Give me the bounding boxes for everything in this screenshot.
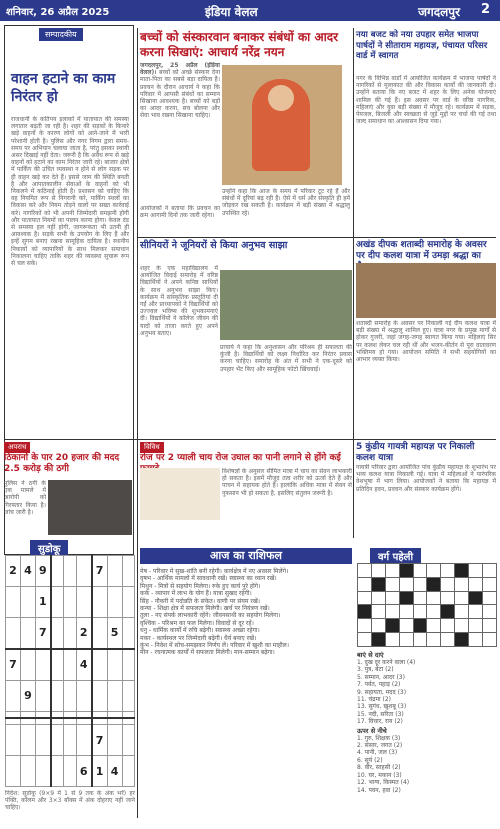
sudoku-cell <box>122 711 134 718</box>
sudoku-cell <box>35 681 50 712</box>
right-headline: नया बजट को नया उपहार समेत भाजपा पार्षदों ने सीताराम महायज्ञ, पंचायत परिसर वार्ड में स्वागत <box>356 30 488 61</box>
crossword-cell <box>413 577 427 591</box>
crossword-cell <box>413 633 427 647</box>
down-clue: 6. सूर्य (2) <box>357 756 383 764</box>
crossword-cell <box>427 591 441 605</box>
crossword-cell <box>427 619 441 633</box>
sudoku-cell <box>51 681 64 712</box>
down-clue: 1. गुरु, शिक्षक (3) <box>357 734 401 742</box>
sudoku-cell <box>20 711 35 718</box>
crossword-cell <box>385 564 399 578</box>
sudoku-cell <box>76 711 91 718</box>
crossword-cell <box>385 619 399 633</box>
rashifal-item: मकर - कार्यस्थल पर जिम्मेदारी बढ़ेगी। धैर्य बनाए रखें। <box>140 634 257 642</box>
second-body-2: प्राचार्य ने कहा कि अनुशासन और परिश्रम ही सफलता की कुंजी है। विद्यार्थियों को लक्ष्य निर्धारित कर निरंतर प्रयास करना चाहिए। समारोह के अंत में सभी ने एक-दूसरे को उपहार भेंट किए और सामूहिक फोटो खिंचवाई। <box>220 344 352 373</box>
down-clue: 2. संसार, जगत (2) <box>357 742 403 750</box>
sudoku-cell: 6 <box>76 756 91 787</box>
crossword-cell <box>469 633 483 647</box>
main-byline: जगदलपुर, 25 अप्रैल (इंडिया वेलल)। <box>140 62 220 77</box>
crossword-cell <box>358 577 372 591</box>
sudoku-cell <box>6 586 21 617</box>
sudoku-cell <box>35 649 50 681</box>
crossword-cell <box>441 605 455 619</box>
sudoku-cell <box>76 586 91 617</box>
crossword-cell <box>455 619 469 633</box>
right2-body: शताब्दी समारोह के अवसर पर निकाली गई दीप कलश यात्रा में बड़ी संख्या में श्रद्धालु शामिल हुए। यात्रा नगर के प्रमुख मार्गों से होकर गुजरी, जहां जगह-जगह स्वागत किया गया। महिलाएं सिर पर कलश लेकर चल रही थीं और भजन-कीर्तन से पूरा वातावरण भक्तिमय हो गया। आयोजन समिति ने सभी सहयोगियों का आभार व्यक्त किया। <box>356 320 496 364</box>
across-clue: 13. सुगंध, खुशबू (3) <box>357 703 407 711</box>
sudoku-cell <box>122 649 134 681</box>
second-headline: सीनियरों ने जूनियरों से किया अनुभव साझा <box>140 240 288 251</box>
crime-photo <box>48 480 132 535</box>
crossword-cell <box>385 605 399 619</box>
across-clue: 15. नदी, सरिता (3) <box>357 710 404 718</box>
crossword-cell <box>469 564 483 578</box>
sudoku-cell: 2 <box>76 617 91 649</box>
across-clue: 9. सहायता, मदद (3) <box>357 688 407 696</box>
right-body: नगर के विभिन्न वार्डों में आयोजित कार्यक्रम में भाजपा पार्षदों ने नागरिकों से मुलाकात की और विकास कार्यों की जानकारी दी। उन्होंने बताया कि नए बजट में शहर के लिए अनेक योजनाएं शामिल की गई हैं। इस अवसर पर वार्ड के वरिष्ठ नागरिक, महिलाएं और युवा बड़ी संख्या में मौजूद रहे। कार्यक्रम में सड़क, पेयजल, बिजली और स्वच्छता से जुड़े मुद्दों पर चर्चा की गई तथा जल्द समाधान का आश्वासन दिया गया। <box>356 75 496 126</box>
crossword-cell <box>413 605 427 619</box>
crossword-cell <box>413 564 427 578</box>
rashifal-body <box>140 568 352 823</box>
crossword-cell <box>371 577 385 591</box>
crossword-cell <box>441 619 455 633</box>
crossword-cell <box>441 633 455 647</box>
sudoku-cell: 5 <box>107 617 122 649</box>
crossword-cell <box>413 619 427 633</box>
sudoku-cell <box>64 711 76 718</box>
crossword-cell <box>427 577 441 591</box>
crossword-cell <box>413 591 427 605</box>
right3-body: गायत्री परिवार द्वारा आयोजित पांच कुंडीय महायज्ञ के शुभारंभ पर भव्य कलश यात्रा निकाली गई। यात्रा में महिलाओं ने पारंपरिक वेशभूषा में भाग लिया। आयोजकों ने बताया कि महायज्ञ में प्रतिदिन हवन, प्रवचन और संस्कार कार्यक्रम होंगे। <box>356 464 496 493</box>
main-body-3: आयोजकों ने बताया कि प्रवचन का क्रम आगामी दिनों तक जारी रहेगा। <box>140 205 220 220</box>
sudoku-cell <box>35 711 50 718</box>
down-clue: 12. भाग्य, किस्मत (4) <box>357 779 410 787</box>
sudoku-cell <box>51 718 64 725</box>
sudoku-cell: 7 <box>92 556 107 587</box>
rashifal-item: मेष - परिवार में सुख-शांति बनी रहेगी। कार्यक्षेत्र में नए अवसर मिलेंगे। <box>140 568 289 575</box>
crossword-cell <box>371 591 385 605</box>
crossword-cell <box>441 564 455 578</box>
sudoku-cell <box>64 617 76 649</box>
sudoku-cell: 1 <box>92 756 107 787</box>
sudoku-cell <box>122 725 134 756</box>
sudoku-cell: 9 <box>20 681 35 712</box>
crossword-cell <box>469 577 483 591</box>
page-number: 2 <box>480 2 490 17</box>
sudoku-cell <box>107 556 122 587</box>
rashifal-item: कर्क - व्यापार में लाभ के योग हैं। यात्रा सुखद रहेगी। <box>140 590 252 598</box>
crossword-cell <box>455 591 469 605</box>
across-clue: 5. सम्मान, आदर (3) <box>357 673 405 681</box>
editorial-label: सम्पादकीय <box>39 28 83 41</box>
crossword-cell <box>358 591 372 605</box>
sudoku-cell <box>64 681 76 712</box>
sudoku-cell <box>20 725 35 756</box>
down-clues <box>357 726 425 794</box>
across-clue: 1. दुख दूर करने वाला (4) <box>357 659 416 666</box>
crossword-cell <box>399 619 413 633</box>
sudoku-cell <box>92 718 107 725</box>
rashifal-item: मीन - रचनात्मक कार्यों में सफलता मिलेगी। मान-सम्मान बढ़ेगा। <box>140 649 275 657</box>
divider <box>4 439 496 440</box>
crossword-cell <box>385 633 399 647</box>
sudoku-cell: 1 <box>35 586 50 617</box>
sudoku-cell <box>107 711 122 718</box>
sudoku-footer: निर्देश: सुडोकू (9×9 में 1 से 9 तक के अंक भरें) हर पंक्ति, कॉलम और 3×3 बॉक्स में अंक दोहराए नहीं जाने चाहिए। <box>5 790 135 812</box>
crossword-cell <box>483 605 497 619</box>
crossword-cell <box>483 619 497 633</box>
sudoku-cell: 4 <box>107 756 122 787</box>
crossword-cell <box>483 633 497 647</box>
crossword-cell <box>399 633 413 647</box>
sudoku-cell <box>122 718 134 725</box>
crossword-cell <box>371 633 385 647</box>
crossword-cell <box>358 633 372 647</box>
crossword-cell <box>371 605 385 619</box>
crossword-cell <box>427 633 441 647</box>
rashifal-item: वृश्चिक - परिश्रम का फल मिलेगा। विवादों से दूर रहें। <box>140 619 254 627</box>
down-clue: 10. घर, मकान (3) <box>357 771 402 779</box>
crossword-cell <box>399 605 413 619</box>
divider <box>137 28 138 818</box>
crossword-cell <box>455 564 469 578</box>
sudoku-cell <box>35 725 50 756</box>
paper-name: इंडिया वेलल <box>205 5 258 19</box>
sudoku-cell <box>107 681 122 712</box>
sudoku-cell <box>92 586 107 617</box>
down-clue: 4. पानी, जल (3) <box>357 749 398 757</box>
crossword-cell <box>469 605 483 619</box>
sudoku-cell <box>92 649 107 681</box>
editorial-box <box>4 25 134 555</box>
crossword-cell <box>441 577 455 591</box>
sudoku-cell <box>122 756 134 787</box>
crossword-cell <box>385 591 399 605</box>
sudoku-cell <box>6 681 21 712</box>
sudoku-cell <box>122 681 134 712</box>
tea-headline: रोज पर 2 प्याली चाय रोज उघाल का पानी लगाने से होंगे कई <box>140 453 341 463</box>
sudoku-cell <box>6 718 21 725</box>
across-clue: 7. पर्वत, पहाड़ (2) <box>357 681 401 689</box>
rashifal-item: कन्या - शिक्षा क्षेत्र में सफलता मिलेगी। खर्च पर नियंत्रण रखें। <box>140 605 270 613</box>
sudoku-cell <box>51 725 64 756</box>
across-clues <box>357 650 425 726</box>
crossword-cell <box>455 577 469 591</box>
sudoku-cell: 2 <box>6 556 21 587</box>
sudoku-cell <box>20 586 35 617</box>
sudoku-cell <box>122 617 134 649</box>
sudoku-cell <box>64 556 76 587</box>
sudoku-cell <box>20 649 35 681</box>
rashifal-item: वृषभ - आर्थिक मामलों में सावधानी रखें। स्वास्थ्य का ध्यान रखें। <box>140 575 277 583</box>
rashifal-title: आज का राशिफल <box>140 548 352 564</box>
sudoku-cell <box>64 649 76 681</box>
crossword-cell <box>385 577 399 591</box>
sudoku-cell <box>107 725 122 756</box>
crossword-grid <box>357 563 497 647</box>
down-clue: 8. वीर, साहसी (2) <box>357 764 401 772</box>
editorial-title: वाहन हटाने का काम निरंतर हो <box>11 71 116 105</box>
sudoku-cell <box>122 586 134 617</box>
editorial-body: राजधानी के कतिपय इलाकों में यातायात की समस्या लगातार बढ़ती जा रही है। शहर की सड़कों के किनारे खड़े वाहनों के कारण लोगों को आने-जाने में भारी परेशानी होती है। पुलिस और नगर निगम द्वारा समय-समय पर अभियान चलाया जाता है, परंतु इसका स्थायी असर दिखाई नहीं देता। जरूरी है कि अवैध रूप से खड़े वाहनों को हटाने का काम निरंतर जारी रहे। बाजार क्षेत्रों में पार्किंग की उचित व्यवस्था न होने से लोग सड़क पर ही वाहन खड़े कर देते हैं। इससे जाम की स्थिति बनती है और आपातकालीन सेवाओं के वाहनों को भी निकलने में कठिनाई होती है। प्रशासन को चाहिए कि वह नियमित रूप से निगरानी करे, पार्किंग स्थलों का विकास करे और नियम तोड़ने वालों पर सख्त कार्रवाई करे। नागरिकों को भी अपनी जिम्मेदारी समझनी होगी और यातायात नियमों का पालन करना होगा। केवल दंड से समस्या हल नहीं होगी, जागरूकता भी उतनी ही आवश्यक है। सड़कें सभी के उपयोग के लिए हैं और इन्हें सुगम बनाए रखना सामूहिक दायित्व है। स्थानीय निकायों को व्यापारियों के साथ मिलकर समाधान निकालना चाहिए ताकि शहर की व्यवस्था सुचारू रूप से चल सके। <box>11 116 129 268</box>
crossword-cell <box>358 619 372 633</box>
crossword-cell <box>358 605 372 619</box>
rashifal-item: मिथुन - मित्रों से सहयोग मिलेगा। रुके हुए कार्य पूरे होंगे। <box>140 582 261 590</box>
divider <box>353 28 354 538</box>
crime-tag: अपराध <box>4 442 30 453</box>
tea-body: विशेषज्ञों के अनुसार सीमित मात्रा में चाय का सेवन लाभकारी हो सकता है। इसमें मौजूद तत्व शरीर को ऊर्जा देते हैं और पाचन में सहायक होते हैं। हालांकि अधिक मात्रा में सेवन से नुकसान भी हो सकता है, इसलिए संतुलन जरूरी है। <box>222 468 352 497</box>
crossword-cell <box>483 577 497 591</box>
sudoku-cell <box>6 756 21 787</box>
crossword-cell <box>469 591 483 605</box>
sudoku-cell: 4 <box>76 649 91 681</box>
crossword-clues <box>357 650 497 800</box>
across-clue: 3. पुत्र, बेटा (2) <box>357 666 394 674</box>
page-header <box>0 0 500 21</box>
sudoku-cell <box>76 725 91 756</box>
sudoku-cell <box>76 556 91 587</box>
main-headline: बच्चों को संस्कारवान बनाकर संबंधों का आदर करना सिखाएं: आचार्य नरेंद्र नयन <box>140 30 339 59</box>
rashifal-item: धनु - धार्मिक कार्यों में रुचि बढ़ेगी। स्वास्थ्य अच्छा रहेगा। <box>140 627 260 635</box>
sudoku-cell <box>51 617 64 649</box>
crossword-title: वर्ग पहेली <box>370 548 421 564</box>
rashifal-item: सिंह - नौकरी में पदोन्नति के संकेत। वाणी पर संयम रखें। <box>140 597 261 605</box>
sudoku-cell <box>6 711 21 718</box>
crime-headline: ठिकानों के पार 20 हजार की मदद 2.5 करोड़ की ठगी <box>4 453 120 474</box>
sudoku-cell <box>64 586 76 617</box>
sudoku-cell <box>20 756 35 787</box>
sudoku-cell <box>64 725 76 756</box>
header-city: जगदलपुर <box>418 5 460 19</box>
header-date: शनिवार, 26 अप्रैल 2025 <box>6 7 110 18</box>
sudoku-cell <box>107 586 122 617</box>
misc-tag: विविध <box>140 442 164 453</box>
sudoku-cell <box>64 756 76 787</box>
across-title: बाएं से दाएं <box>357 651 384 659</box>
sudoku-cell: 7 <box>6 649 21 681</box>
main-body-1-text: बच्चों को अच्छे संस्कार देना माता-पिता का सबसे बड़ा दायित्व है। प्रवचन के दौरान आचार्य ने कहा कि परिवार में आपसी संबंधों का सम्मान सिखाना आवश्यक है। बच्चों को बड़ों का आदर करना, सच बोलना और सेवा भाव रखना सिखाना चाहिए। <box>140 69 220 120</box>
sudoku-cell <box>35 718 50 725</box>
sudoku-cell: 9 <box>35 556 50 587</box>
sudoku-cell <box>76 681 91 712</box>
sudoku-cell <box>20 617 35 649</box>
across-clue: 11. चंद्रमा (2) <box>357 696 391 704</box>
right3-headline: 5 कुंडीय गायत्री महायज्ञ पर निकाली कलश यात्रा <box>356 442 475 463</box>
crossword-cell <box>399 591 413 605</box>
photo-face <box>268 85 294 111</box>
sudoku-cell: 7 <box>35 617 50 649</box>
students-photo <box>220 270 352 340</box>
rashifal-item: तुला - नए संपर्क लाभकारी रहेंगे। जीवनसाथी का सहयोग मिलेगा। <box>140 612 281 620</box>
main-body-2: उन्होंने कहा कि आज के समय में परिवार टूट रहे हैं और संबंधों में दूरियां बढ़ रही हैं। ऐसे में धर्म और संस्कृति ही हमें जोड़कर रख सकती है। कार्यक्रम में बड़ी संख्या में श्रद्धालु उपस्थित रहे। <box>222 188 350 217</box>
sudoku-cell <box>20 718 35 725</box>
sudoku-cell <box>64 718 76 725</box>
crossword-cell <box>483 564 497 578</box>
sudoku-cell <box>122 556 134 587</box>
crossword-cell <box>441 591 455 605</box>
sudoku-cell <box>92 681 107 712</box>
second-body: शहर के एक महाविद्यालय में आयोजित विदाई समारोह में वरिष्ठ विद्यार्थियों ने अपने कनिष्ठ साथियों के साथ अनुभव साझा किए। कार्यक्रम में सांस्कृतिक प्रस्तुतियां दी गईं और प्राध्यापकों ने विद्यार्थियों को उज्ज्वल भविष्य की शुभकामनाएं दीं। विद्यार्थियों ने कॉलेज जीवन की यादों को ताजा करते हुए अपने अनुभव बताए। <box>140 265 218 337</box>
sudoku-cell <box>51 711 64 718</box>
tea-photo <box>140 468 220 520</box>
sudoku-cell: 4 <box>20 556 35 587</box>
sudoku-cell <box>51 649 64 681</box>
crossword-cell <box>427 564 441 578</box>
sudoku-cell <box>51 556 64 587</box>
crossword-cell <box>483 591 497 605</box>
sudoku-cell <box>6 725 21 756</box>
crossword-cell <box>427 605 441 619</box>
crossword-cell <box>399 564 413 578</box>
main-body-1 <box>140 62 220 202</box>
sudoku-title: सुडोकू <box>30 540 68 556</box>
across-clue: 17. विचार, राय (2) <box>357 718 403 726</box>
sudoku-cell <box>76 718 91 725</box>
down-title: ऊपर से नीचे <box>357 726 387 735</box>
sudoku-cell: 7 <box>92 725 107 756</box>
down-clue: 14. पवन, हवा (2) <box>357 786 401 794</box>
crime-body: पुलिस ने ठगी के एक मामले में आरोपी को गिरफ्तार किया है। जांच जारी है। <box>4 480 46 516</box>
sudoku-cell <box>35 756 50 787</box>
rashifal-item: कुंभ - निवेश में सोच-समझकर निर्णय लें। परिवार में खुशी का माहौल। <box>140 642 290 650</box>
crossword-cell <box>469 619 483 633</box>
sudoku-cell <box>92 617 107 649</box>
sudoku-grid <box>5 555 135 787</box>
procession-photo <box>356 263 496 318</box>
sudoku-cell <box>6 617 21 649</box>
crossword-cell <box>358 564 372 578</box>
crossword-cell <box>455 605 469 619</box>
divider <box>138 237 496 238</box>
acharya-photo <box>222 65 342 185</box>
right2-headline: अखंड दीपक शताब्दी समारोह के अवसर पर दीप कलश यात्रा में उमड़ा श्रद्धा का <box>356 240 487 261</box>
sudoku-cell <box>107 718 122 725</box>
sudoku-cell <box>51 586 64 617</box>
sudoku-cell <box>92 711 107 718</box>
crossword-cell <box>371 564 385 578</box>
crossword-cell <box>399 577 413 591</box>
crossword-cell <box>455 633 469 647</box>
crossword-cell <box>371 619 385 633</box>
sudoku-cell <box>51 756 64 787</box>
sudoku-cell <box>107 649 122 681</box>
